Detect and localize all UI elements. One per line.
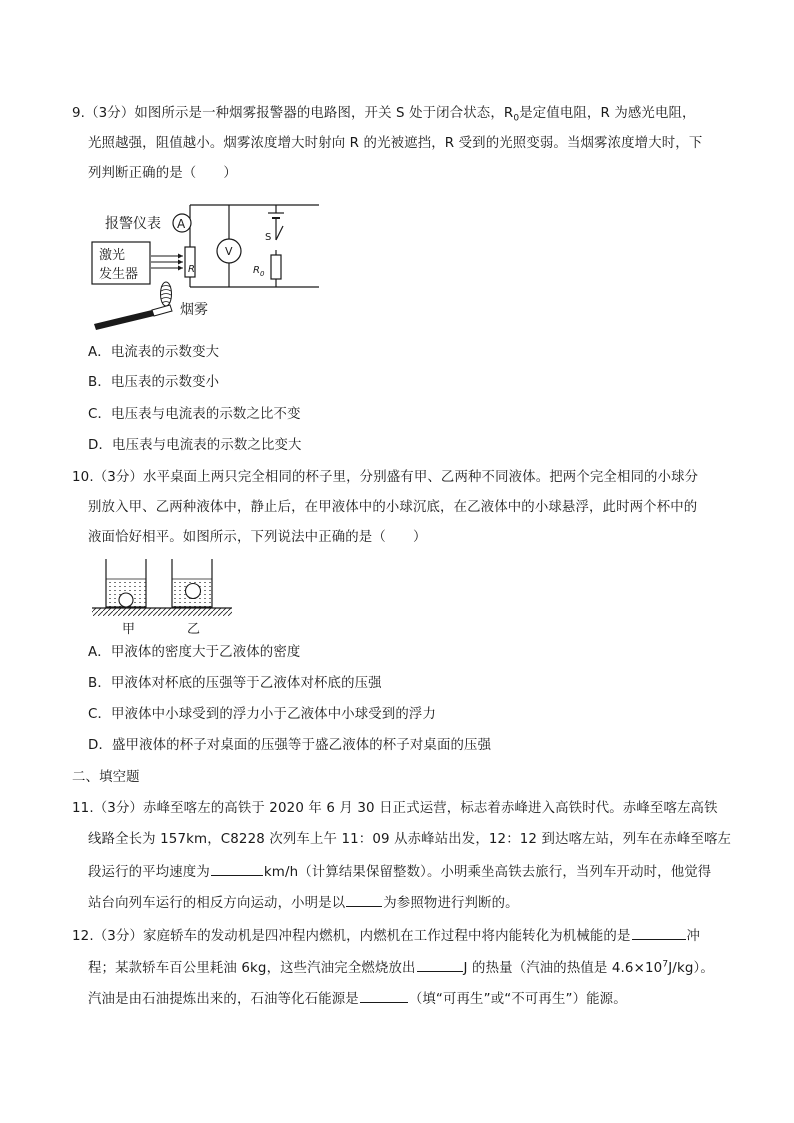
- smoke-label: 烟雾: [180, 302, 208, 318]
- q11-stem-line-4: 站台向列车运行的相反方向运动，小明是以 为参照物进行判断的。: [88, 892, 519, 914]
- q10-stem-line-2: 别放入甲、乙两种液体中，静止后，在甲液体中的小球沉底，在乙液体中的小球悬浮，此时两个杯中的: [88, 500, 698, 515]
- q10-stem-line-1: 10.（3分）水平桌面上两只完全相同的杯子里，分别盛有甲、乙两种不同液体。把两个完全相同的小球分: [72, 470, 699, 485]
- resistor-R0: [271, 255, 281, 279]
- switch-blade: [276, 226, 283, 240]
- q10-stem-line-3: 液面恰好相平。如图所示，下列说法中正确的是（ ）: [88, 530, 427, 545]
- ball-sunk: [119, 593, 133, 607]
- laser-label-line-2: 发生器: [99, 267, 139, 282]
- q12-stem-line-2: 程；某款轿车百公里耗油 6kg，这些汽油完全燃烧放出 J 的热量（汽油的热值是 $4.6\times 10^7J/kg$）。: [88, 957, 714, 979]
- switch-label: S: [265, 232, 272, 243]
- q9-stem-line-3: 列判断正确的是（ ）: [88, 166, 237, 181]
- q12-answer-blank-2[interactable]: [417, 957, 463, 972]
- two-cups-figure: [88, 556, 238, 638]
- section-title-fill-in: 二、填空题: [72, 770, 140, 785]
- q9-stem-line-1: 9.（3分）如图所示是一种烟雾报警器的电路图，开关 S 处于闭合状态，$R_0$是定值电阻，R 为感光电阻，: [72, 106, 696, 124]
- cup-jia-label: 甲: [122, 622, 136, 637]
- resistor-R-label: R: [188, 264, 195, 275]
- q11-stem-line-1: 11.（3分）赤峰至喀左的高铁于 2020 年 6 月 30 日正式运营，标志着赤峰进入高铁时代。赤峰至喀左高铁: [72, 801, 718, 816]
- q11-stem-line-2: 线路全长为 157km，C8228 次列车上午 11：09 从赤峰站出发，12：12 到达喀左站，列车在赤峰至喀左: [88, 832, 732, 847]
- voltmeter-symbol: V: [225, 245, 233, 258]
- resistor-R0-label: $R_0$: [253, 265, 265, 278]
- ball-suspended: [186, 584, 201, 599]
- q10-option-d: D．盛甲液体的杯子对桌面的压强等于盛乙液体的杯子对桌面的压强: [88, 738, 492, 753]
- laser-label-line-1: 激光: [99, 248, 126, 263]
- q10-option-a: A．甲液体的密度大于乙液体的密度: [88, 645, 301, 660]
- q11-answer-blank-1[interactable]: [211, 861, 263, 876]
- q12-answer-blank-3[interactable]: [360, 988, 408, 1003]
- q12-stem-line-1: 12.（3分）家庭轿车的发动机是四冲程内燃机，内燃机在工作过程中将内能转化为机械能的是 冲: [72, 925, 700, 947]
- q10-option-b: B．甲液体对杯底的压强等于乙液体对杯底的压强: [88, 676, 382, 691]
- q12-stem-line-3: 汽油是由石油提炼出来的，石油等化石能源是 （填“可再生”或“不可再生”）能源。: [88, 988, 627, 1010]
- alarm-meter-label: 报警仪表: [105, 216, 161, 232]
- q11-answer-blank-2[interactable]: [346, 892, 382, 907]
- ammeter-symbol: A: [177, 217, 186, 231]
- cup-yi-label: 乙: [187, 622, 201, 637]
- cigarette-icon: [94, 305, 172, 330]
- q9-option-a: A．电流表的示数变大: [88, 345, 220, 360]
- q12-answer-blank-1[interactable]: [632, 925, 686, 940]
- q10-option-c: C．甲液体中小球受到的浮力小于乙液体中小球受到的浮力: [88, 707, 437, 722]
- q9-stem-line-2: 光照越强，阻值越小。烟雾浓度增大时射向 R 的光被遮挡，R 受到的光照变弱。当烟雾浓度增大时，下: [88, 136, 703, 151]
- cup-jia: [106, 559, 146, 607]
- q9-option-b: B．电压表的示数变小: [88, 375, 220, 390]
- cup-yi: [172, 559, 212, 607]
- smoke-alarm-circuit-figure: [86, 195, 326, 335]
- q9-option-c: C．电压表与电流表的示数之比不变: [88, 407, 301, 422]
- smoke-icon: [161, 282, 172, 306]
- q9-option-d: D．电压表与电流表的示数之比变大: [88, 438, 302, 453]
- q11-stem-line-3: 段运行的平均速度为 km/h（计算结果保留整数）。小明乘坐高铁去旅行，当列车开动时，他觉得: [88, 861, 711, 883]
- table-surface: [92, 608, 232, 616]
